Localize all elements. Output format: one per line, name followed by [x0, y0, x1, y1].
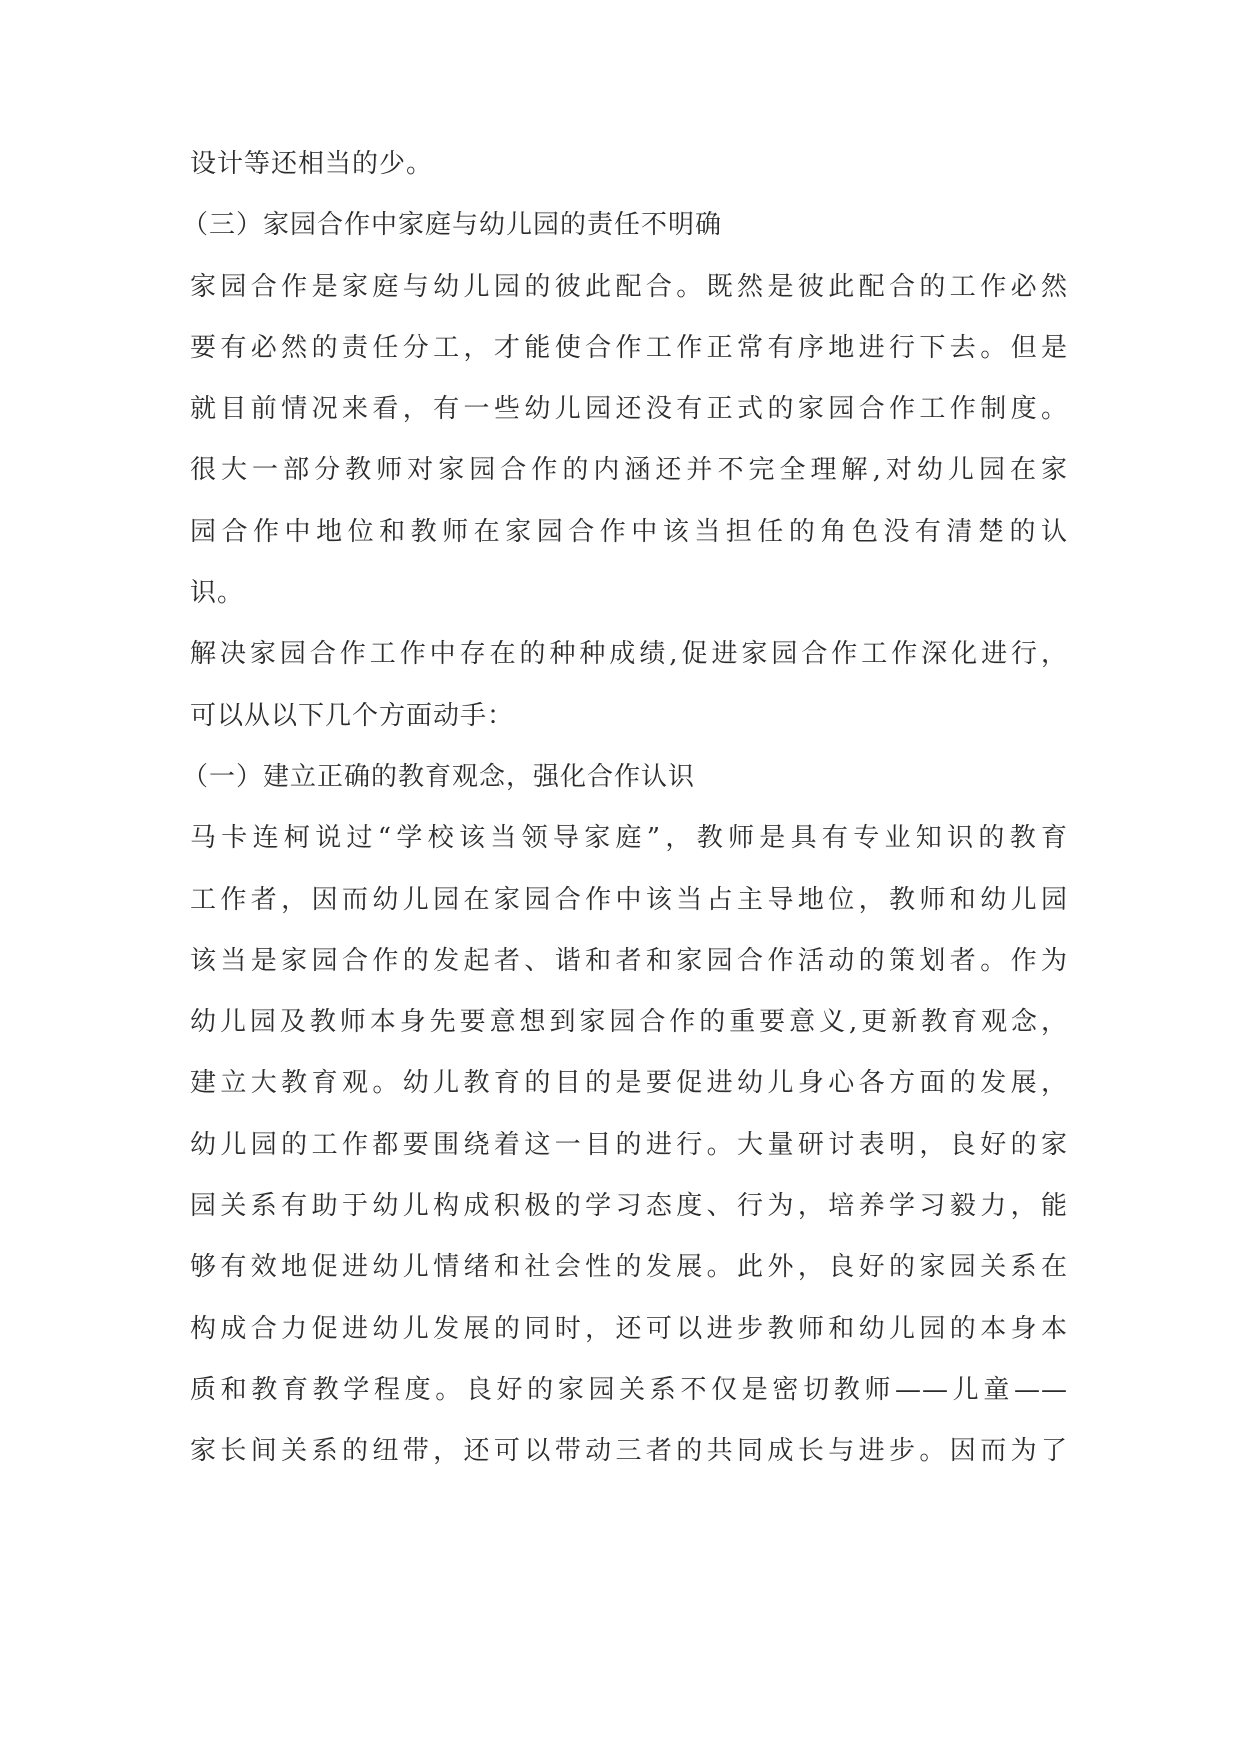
text-line: 解决家园合作工作中存在的种种成绩,促进家园合作工作深化进行， — [190, 639, 1068, 670]
text-line: 马卡连柯说过“学校该当领导家庭”，教师是具有专业知识的教育 — [190, 823, 1068, 854]
document-body — [182, 134, 1068, 1483]
text-line: 很大一部分教师对家园合作的内涵还并不完全理解,对幼儿园在家 — [190, 455, 1068, 486]
text-line: 构成合力促进幼儿发展的同时，还可以进步教师和幼儿园的本身本 — [190, 1313, 1068, 1344]
text-line: 家长间关系的纽带，还可以带动三者的共同成长与进步。因而为了 — [190, 1436, 1068, 1467]
text-line: 识。 — [190, 578, 245, 609]
text-line: 园合作中地位和教师在家园合作中该当担任的角色没有清楚的认 — [190, 516, 1068, 547]
paragraph-2 — [190, 624, 1068, 747]
text-line: 可以从以下几个方面动手： — [190, 700, 515, 731]
text-line: 就目前情况来看，有一些幼儿园还没有正式的家园合作工作制度。 — [190, 394, 1068, 425]
text-line: 幼儿园及教师本身先要意想到家园合作的重要意义,更新教育观念， — [190, 1007, 1068, 1038]
section-heading-3: （三）家园合作中家庭与幼儿园的责任不明确 — [182, 210, 723, 241]
text-line: 设计等还相当的少。 — [190, 149, 434, 179]
text-line: 建立大教育观。幼儿教育的目的是要促进幼儿身心各方面的发展， — [190, 1068, 1068, 1099]
paragraph-1 — [190, 257, 1068, 625]
text-line: 家园合作是家庭与幼儿园的彼此配合。既然是彼此配合的工作必然 — [190, 271, 1068, 302]
paragraph-3 — [190, 808, 1068, 1482]
text-line: 质和教育教学程度。良好的家园关系不仅是密切教师——儿童—— — [190, 1374, 1068, 1405]
section-heading-1: （一）建立正确的教育观念，强化合作认识 — [182, 761, 696, 792]
text-line: 幼儿园的工作都要围绕着这一目的进行。大量研讨表明，良好的家 — [190, 1129, 1068, 1160]
continuation-paragraph — [190, 134, 1068, 195]
text-line: 够有效地促进幼儿情绪和社会性的发展。此外，良好的家园关系在 — [190, 1252, 1068, 1283]
text-line: 园关系有助于幼儿构成积极的学习态度、行为，培养学习毅力，能 — [190, 1191, 1068, 1222]
text-line: 该当是家园合作的发起者、谐和者和家园合作活动的策划者。作为 — [190, 945, 1068, 976]
text-line: 工作者，因而幼儿园在家园合作中该当占主导地位，教师和幼儿园 — [190, 884, 1068, 915]
text-line: 要有必然的责任分工，才能使合作工作正常有序地进行下去。但是 — [190, 332, 1068, 363]
